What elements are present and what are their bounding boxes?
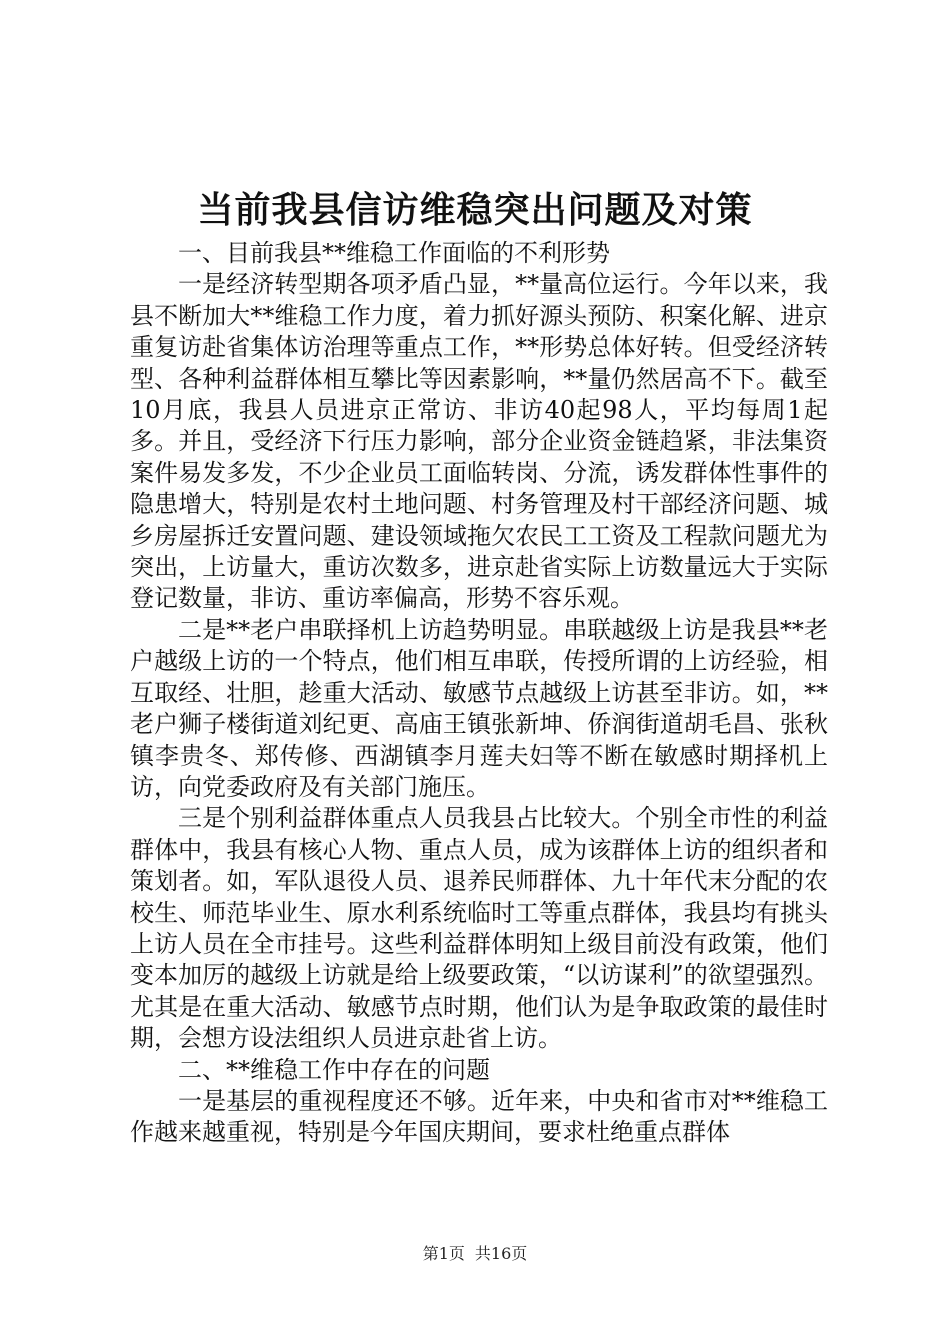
section-heading-1: 一、目前我县**维稳工作面临的不利形势 [178,239,610,267]
paragraph-2: 二是**老户串联择机上访趋势明显。串联越级上访是我县**老户越级上访的一个特点，他们相互串联，传授所谓的上访经验，相互取经、壮胆，趁重大活动、敏感节点越级上访甚至非访。如，**老户狮子楼街道刘纪更、高庙王镇张新坤、侨润街道胡毛昌、张秋镇李贵冬、郑传修、西湖镇李月莲夫妇等不断在敏感时期择机上访，向党委政府及有关部门施压。 [130,615,828,801]
page-number: 第1页 [422,1244,465,1263]
document-title: 当前我县信访维稳突出问题及对策 [197,189,753,231]
page-footer [0,1243,950,1265]
section-heading-2: 二、**维稳工作中存在的问题 [178,1055,490,1084]
paragraph-4: 一是基层的重视程度还不够。近年来，中央和省市对**维稳工作越来越重视，特别是今年国庆期间，要求杜绝重点群体 [130,1086,828,1147]
paragraph-3: 三是个别利益群体重点人员我县占比较大。个别全市性的利益群体中，我县有核心人物、重点人员，成为该群体上访的组织者和策划者。如，军队退役人员、退养民师群体、九十年代末分配的农校生、师范毕业生、原水利系统临时工等重点群体，我县均有挑头上访人员在全市挂号。这些利益群体明知上级目前没有政策，他们变本加厉的越级上访就是给上级要政策，“以访谋利”的欲望强烈。尤其是在重大活动、敏感节点时期，他们认为是争取政策的最佳时期，会想方设法组织人员进京赴省上访。 [130,804,828,1053]
paragraph-1: 一是经济转型期各项矛盾凸显，**量高位运行。今年以来，我县不断加大**维稳工作力度，着力抓好源头预防、积案化解、进京重复访赴省集体访治理等重点工作，**形势总体好转。但受经济转型、各种利益群体相互攀比等因素影响，**量仍然居高不下。截至10月底，我县人员进京正常访、非访40起98人，平均每周1起多。并且，受经济下行压力影响，部分企业资金链趋紧，非法集资案件易发多发，不少企业员工面临转岗、分流，诱发群体性事件的隐患增大，特别是农村土地问题、村务管理及村干部经济问题、城乡房屋拆迁安置问题、建设领域拖欠农民工工资及工程款问题尤为突出，上访量大，重访次数多，进京赴省实际上访数量远大于实际登记数量，非访、重访率偏高，形势不容乐观。 [130,270,828,613]
page-total: 共16页 [474,1244,528,1263]
document-body [130,238,828,1149]
